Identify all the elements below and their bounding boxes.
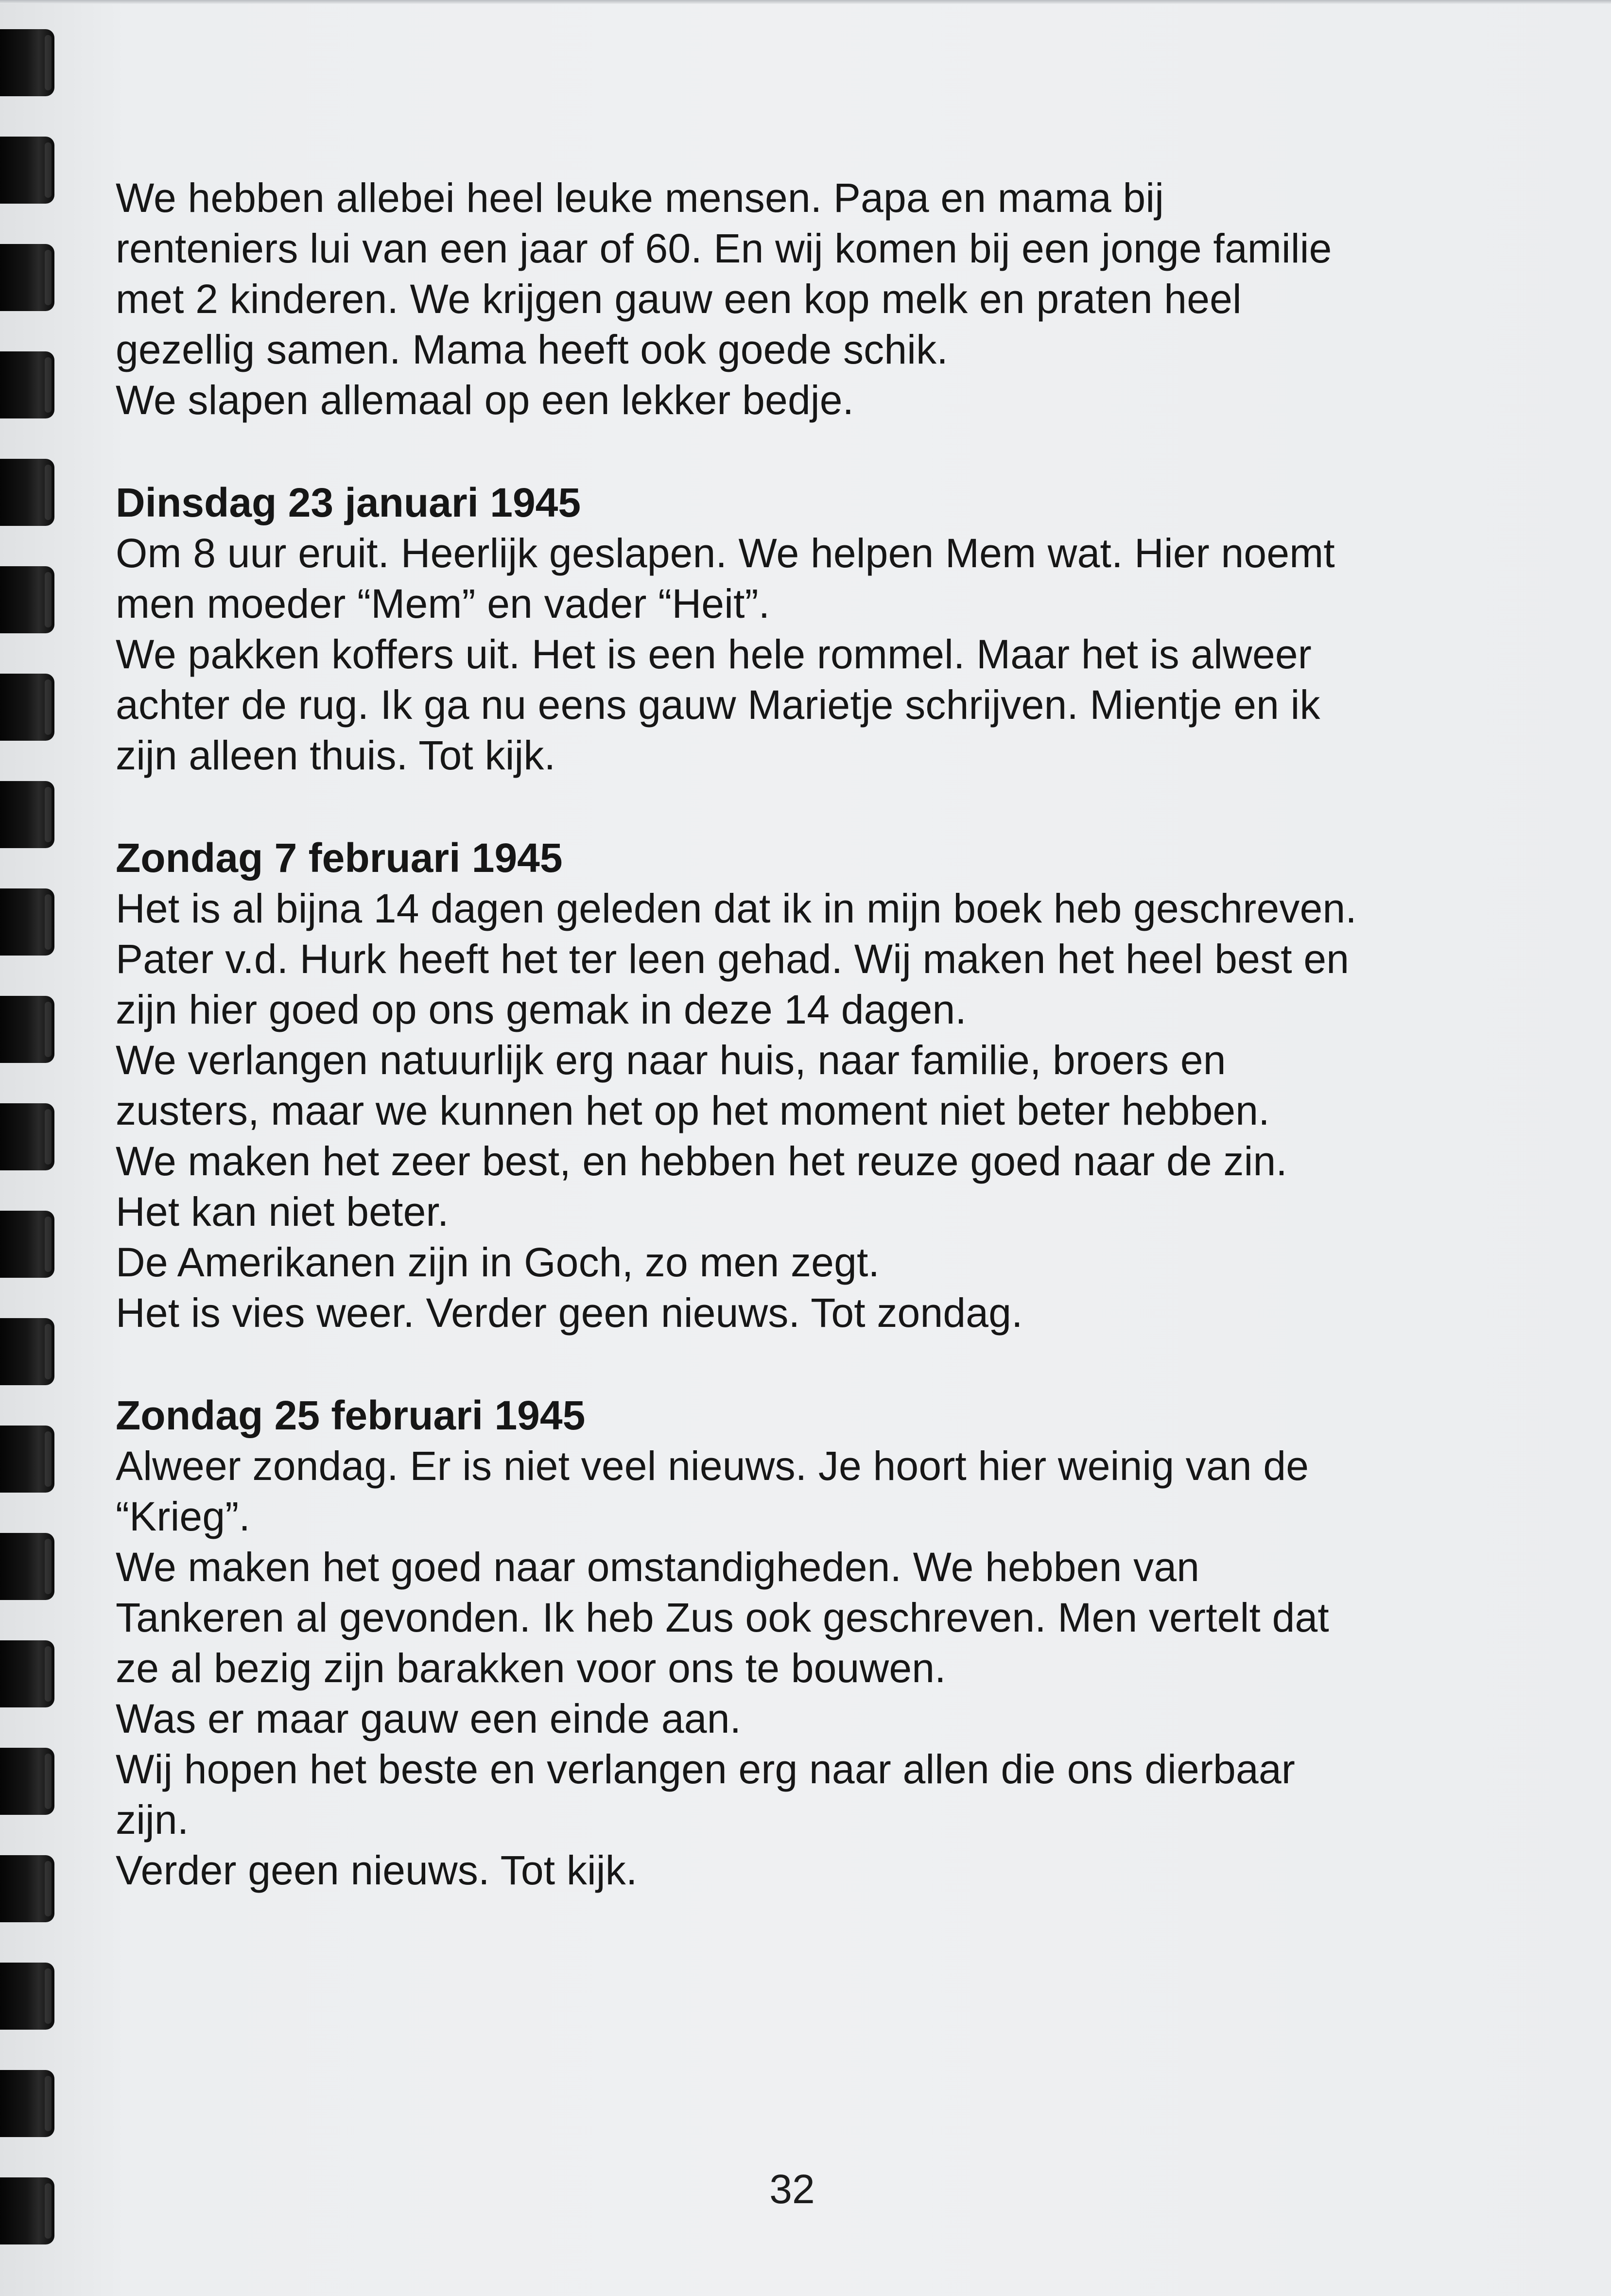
- text-line: We slapen allemaal op een lekker bedje.: [116, 377, 854, 423]
- binding-ring: [0, 29, 54, 96]
- intro-paragraph: [116, 173, 1491, 425]
- text-line: zusters, maar we kunnen het op het moment niet beter hebben.: [116, 1088, 1270, 1133]
- text-line: Het is vies weer. Verder geen nieuws. Tot zondag.: [116, 1290, 1023, 1336]
- text-line: We hebben allebei heel leuke mensen. Papa en mama bij: [116, 175, 1164, 221]
- binding-ring: [0, 2070, 54, 2137]
- binding-ring: [0, 1640, 54, 1707]
- text-line: men moeder “Mem” en vader “Heit”.: [116, 581, 770, 626]
- binding-ring: [0, 996, 54, 1063]
- entry-date-heading: Zondag 7 februari 1945: [116, 835, 563, 881]
- text-line: Wij hopen het beste en verlangen erg naar allen die ons dierbaar: [116, 1746, 1296, 1792]
- binding-ring: [0, 1855, 54, 1922]
- text-line: Pater v.d. Hurk heeft het ter leen gehad. Wij maken het heel best en: [116, 936, 1350, 982]
- page-top-edge: [0, 0, 1611, 4]
- text-line: We pakken koffers uit. Het is een hele rommel. Maar het is alweer: [116, 631, 1312, 677]
- text-line: zijn hier goed op ons gemak in deze 14 dagen.: [116, 987, 967, 1032]
- text-line: Alweer zondag. Er is niet veel nieuws. Je hoort hier weinig van de: [116, 1443, 1309, 1489]
- text-line: De Amerikanen zijn in Goch, zo men zegt.: [116, 1239, 880, 1285]
- page-content: [116, 173, 1491, 1896]
- binding-ring: [0, 2177, 54, 2244]
- binding-ring: [0, 1211, 54, 1278]
- binding-ring: [0, 1103, 54, 1170]
- text-line: renteniers lui van een jaar of 60. En wij komen bij een jonge familie: [116, 226, 1332, 271]
- binding-ring: [0, 459, 54, 526]
- binding-ring: [0, 1748, 54, 1815]
- text-line: We maken het goed naar omstandigheden. We hebben van: [116, 1544, 1200, 1590]
- binding-ring: [0, 351, 54, 418]
- binding-ring: [0, 1533, 54, 1600]
- text-line: ze al bezig zijn barakken voor ons te bouwen.: [116, 1645, 946, 1691]
- diary-entry-2: [116, 833, 1491, 1338]
- binding-ring: [0, 566, 54, 633]
- text-line: Het is al bijna 14 dagen geleden dat ik in mijn boek heb geschreven.: [116, 886, 1357, 931]
- entry-date-heading: Zondag 25 februari 1945: [116, 1392, 586, 1438]
- text-line: Verder geen nieuws. Tot kijk.: [116, 1847, 638, 1893]
- text-line: met 2 kinderen. We krijgen gauw een kop melk en praten heel: [116, 276, 1242, 322]
- entry-body: [116, 883, 1491, 1338]
- text-line: We maken het zeer best, en hebben het reuze goed naar de zin.: [116, 1138, 1287, 1184]
- binding-ring: [0, 244, 54, 311]
- entry-body: [116, 1441, 1491, 1896]
- page-number: 32: [769, 2166, 815, 2212]
- text-line: gezellig samen. Mama heeft ook goede schik.: [116, 327, 948, 372]
- text-line: achter de rug. Ik ga nu eens gauw Marietje schrijven. Mientje en ik: [116, 682, 1320, 728]
- text-line: Tankeren al gevonden. Ik heb Zus ook geschreven. Men vertelt dat: [116, 1595, 1329, 1640]
- text-line: zijn alleen thuis. Tot kijk.: [116, 732, 556, 778]
- text-line: Was er maar gauw een einde aan.: [116, 1696, 742, 1741]
- text-line: “Krieg”.: [116, 1494, 250, 1539]
- binding-ring: [0, 674, 54, 741]
- binding-ring: [0, 1318, 54, 1385]
- entry-date-heading: Dinsdag 23 januari 1945: [116, 480, 581, 525]
- text-line: We verlangen natuurlijk erg naar huis, naar familie, broers en: [116, 1037, 1226, 1083]
- diary-entry-3: [116, 1390, 1491, 1896]
- binding-ring: [0, 1963, 54, 2030]
- spiral-binding: [0, 0, 68, 2296]
- binding-ring: [0, 1426, 54, 1493]
- text-line: Om 8 uur eruit. Heerlijk geslapen. We helpen Mem wat. Hier noemt: [116, 530, 1335, 576]
- text-line: zijn.: [116, 1797, 189, 1843]
- binding-ring: [0, 888, 54, 956]
- binding-ring: [0, 781, 54, 848]
- diary-entry-1: [116, 477, 1491, 781]
- binding-ring: [0, 137, 54, 204]
- entry-body: [116, 528, 1491, 781]
- text-line: Het kan niet beter.: [116, 1189, 449, 1235]
